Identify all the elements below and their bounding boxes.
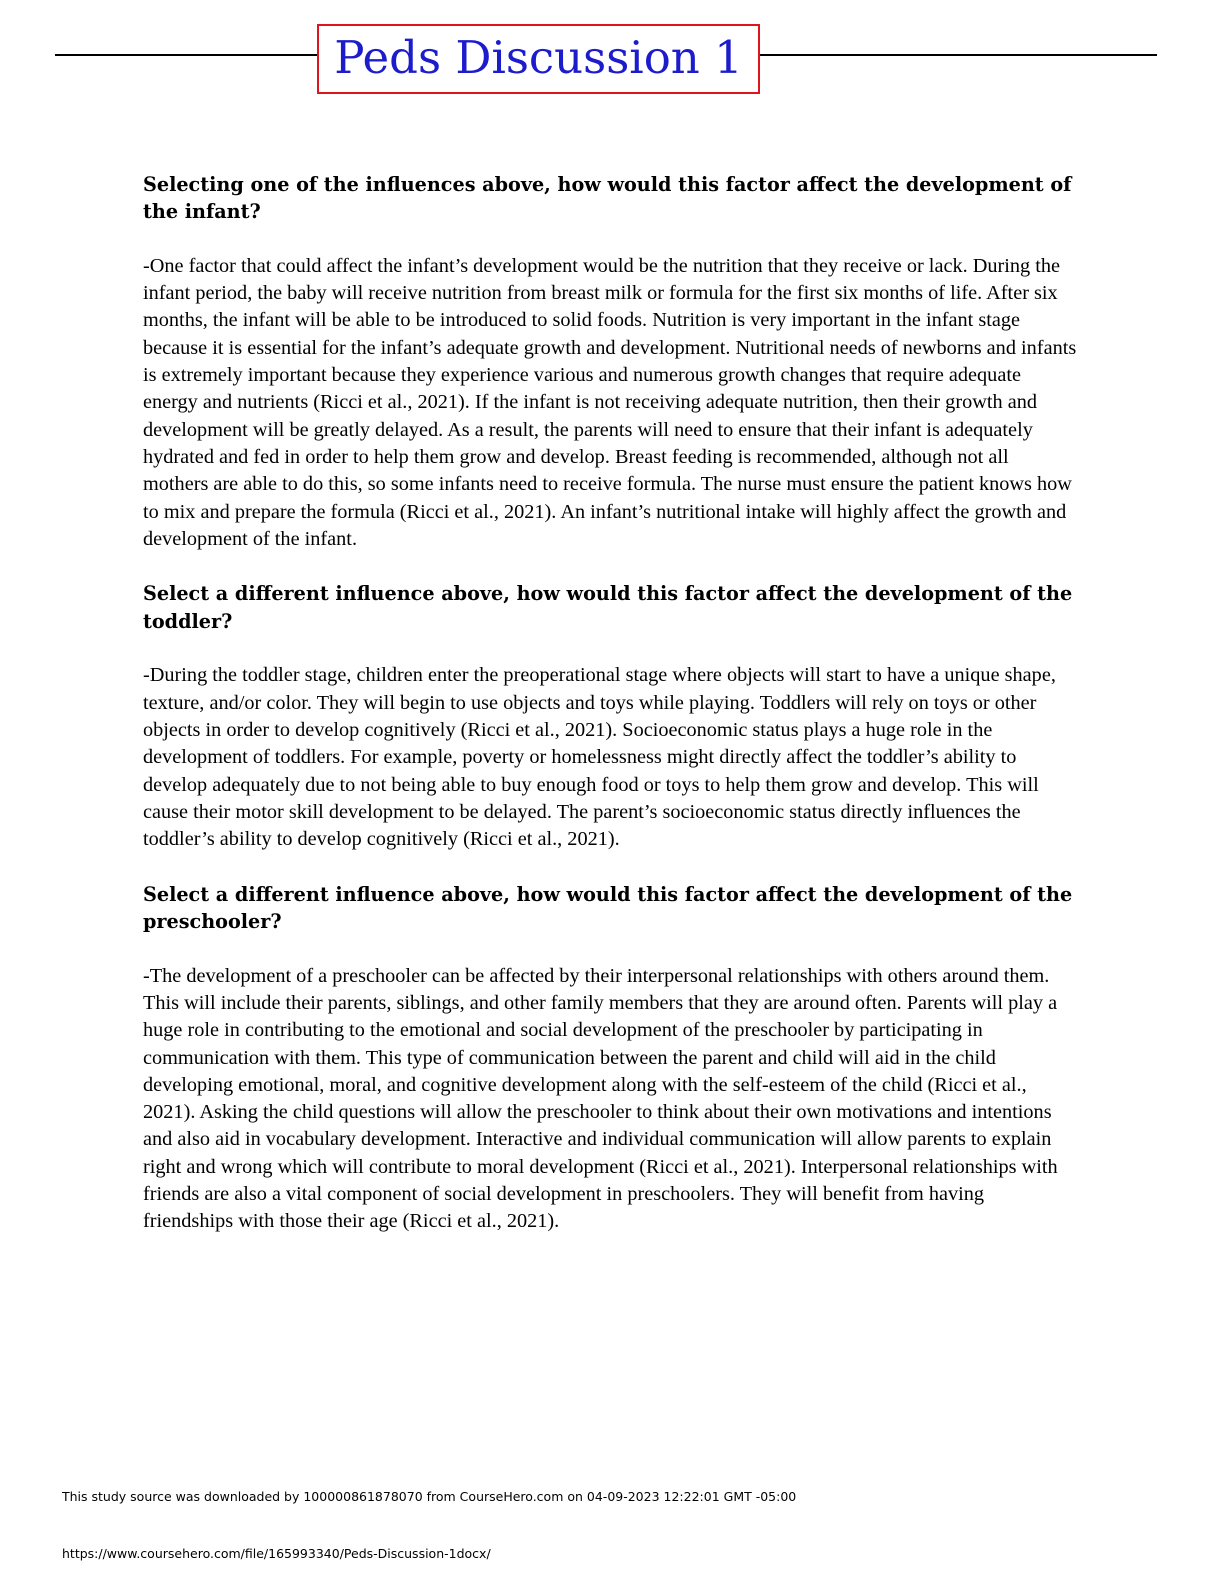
title-box bbox=[317, 24, 760, 94]
section-toddler bbox=[143, 580, 1078, 853]
footer-url-link[interactable]: https://www.coursehero.com/file/165993340/Peds-Discussion-1docx/ bbox=[62, 1546, 491, 1561]
answer-preschooler: -The development of a preschooler can be affected by their interpersonal relationships with others around them. This will include their parents, siblings, and other family members that they are around often. Parents will play a huge role in contributing to the emotional and social development of the preschooler by participating in communication with them. This type of communication between the parent and child will aid in the child developing emotional, moral, and cognitive development along with the self-esteem of the child (Ricci et al., 2021). Asking the child questions will allow the preschooler to think about their own motivations and intentions and also aid in vocabulary development. Interactive and individual communication will allow parents to explain right and wrong which will contribute to moral development (Ricci et al., 2021). Interpersonal relationships with friends are also a vital component of social development in preschoolers. They will benefit from having friendships with those their age (Ricci et al., 2021). bbox=[143, 964, 1058, 1233]
header-rule-left bbox=[55, 54, 317, 56]
question-toddler: Select a different influence above, how would this factor affect the development of the toddler? bbox=[143, 582, 1073, 633]
footer-source-note: This study source was downloaded by 100000861878070 from CourseHero.com on 04-09-2023 12:22:01 GMT -05:00 bbox=[62, 1489, 797, 1504]
section-preschooler bbox=[143, 881, 1078, 1236]
answer-infant: -One factor that could affect the infant’s development would be the nutrition that they receive or lack. During the infant period, the baby will receive nutrition from breast milk or formula for the first six months of life. After six months, the infant will be able to be introduced to solid foods. Nutrition is very important in the infant stage because it is essential for the infant’s adequate growth and development. Nutritional needs of newborns and infants is extremely important because they experience various and numerous growth changes that require adequate energy and nutrients (Ricci et al., 2021). If the infant is not receiving adequate nutrition, then their growth and development will be greatly delayed. As a result, the parents will need to ensure that their infant is adequately hydrated and fed in order to help them grow and develop. Breast feeding is recommended, although not all mothers are able to do this, so some infants need to receive formula. The nurse must ensure the patient knows how to mix and prepare the formula (Ricci et al., 2021). An infant’s nutritional intake will highly affect the growth and development of the infant. bbox=[143, 254, 1077, 550]
header-rule-right bbox=[760, 54, 1157, 56]
section-infant bbox=[143, 171, 1078, 553]
question-preschooler: Select a different influence above, how would this factor affect the development of the preschooler? bbox=[143, 882, 1073, 934]
document-body bbox=[143, 171, 1078, 1263]
question-infant: Selecting one of the influences above, how would this factor affect the development of the infant? bbox=[143, 173, 1072, 224]
answer-toddler: -During the toddler stage, children enter the preoperational stage where objects will start to have a unique shape, texture, and/or color. They will begin to use objects and toys while playing. Toddlers will rely on toys or other objects in order to develop cognitively (Ricci et al., 2021). Socioeconomic status plays a huge role in the development of toddlers. For example, poverty or homelessness might directly affect the toddler’s ability to develop adequately due to not being able to buy enough food or toys to help them grow and develop. This will cause their motor skill development to be delayed. The parent’s socioeconomic status directly influences the toddler’s ability to develop cognitively (Ricci et al., 2021). bbox=[143, 664, 1056, 851]
page-title: Peds Discussion 1 bbox=[334, 31, 743, 84]
